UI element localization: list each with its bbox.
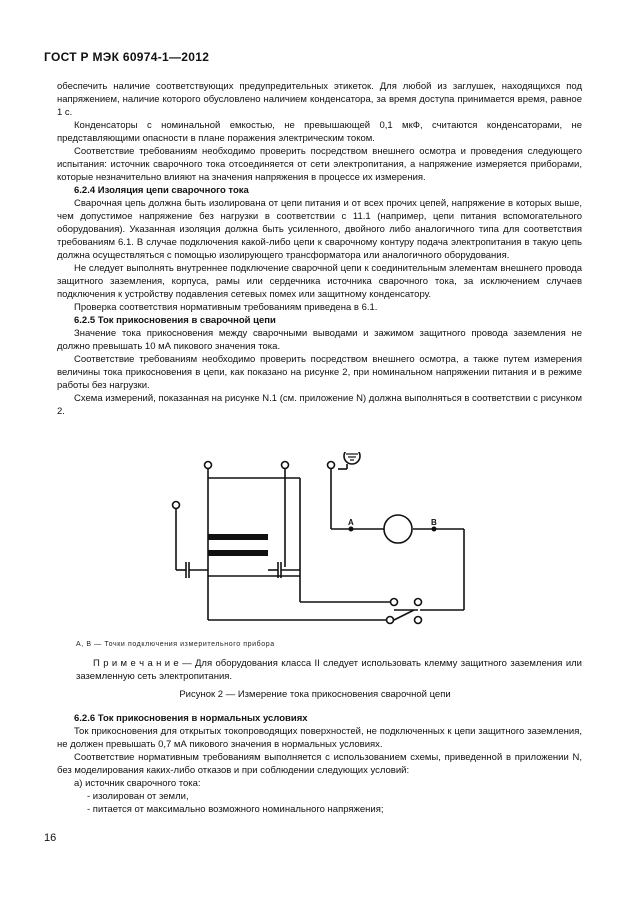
- body-text-top: [57, 80, 582, 418]
- paragraph: Соответствие требованиям необходимо проверить посредством внешнего осмотра, а также путем измерения величины тока прикосновения в цепи, как показано на рисунке 2, при номинальном напряжении питания и в режиме работы без нагрузки.: [57, 354, 582, 391]
- note: [76, 657, 582, 683]
- connection-point-a: [349, 527, 354, 532]
- figure-caption: Рисунок 2 — Измерение тока прикосновения сварочной цепи: [179, 689, 451, 700]
- paragraph: Значение тока прикосновения между сварочными выводами и зажимом защитного провода заземления не должно превышать 10 мА пикового значения тока.: [57, 328, 582, 352]
- page-number: 16: [44, 832, 57, 844]
- paragraph: Соответствие нормативным требованиям выполняется с использованием схемы, приведенной в приложении N, без моделирования каких-либо отказов и при соблюдении следующих условий:: [57, 752, 582, 776]
- section-heading-6-2-4: 6.2.4 Изоляция цепи сварочного тока: [74, 185, 249, 196]
- list-item: - изолирован от земли,: [87, 791, 189, 802]
- list-item: а) источник сварочного тока:: [74, 778, 201, 789]
- section-heading-6-2-6: 6.2.6 Ток прикосновения в нормальных условиях: [74, 713, 308, 724]
- paragraph: Соответствие требованиям необходимо проверить посредством внешнего осмотра и проведения следующего испытания: источник сварочного тока отсоединяется от сети электропитания, а напряжение измеряется приборами, которые незначительно влияют на значения напряжения в процессе их измерения.: [57, 146, 582, 183]
- terminal: [387, 617, 394, 624]
- point-label-a: A: [348, 518, 354, 527]
- paragraph: Проверка соответствия нормативным требованиям приведена в 6.1.: [74, 302, 378, 313]
- list-item: - питается от максимально возможного номинального напряжения;: [87, 804, 384, 815]
- terminal: [173, 502, 180, 509]
- note-prefix: П р и м е ч а н и е: [93, 658, 179, 669]
- terminal: [282, 462, 289, 469]
- figure-legend: A, B — Точки подключения измерительного прибора: [76, 641, 275, 648]
- paragraph: Не следует выполнять внутреннее подключение сварочной цепи к соединительным элементам внешнего провода защитного заземления, корпуса, рамы или сердечника источника сварочного тока, за исключением случаев подключения к устройству подавления сетевых помех или защитному конденсатору.: [57, 263, 582, 300]
- terminal: [205, 462, 212, 469]
- terminal: [415, 617, 422, 624]
- document-header: ГОСТ Р МЭК 60974-1—2012: [44, 50, 210, 64]
- connection-point-b: [432, 527, 437, 532]
- transformer-core: [208, 550, 268, 556]
- paragraph: Сварочная цепь должна быть изолирована от цепи питания и от всех прочих цепей, напряжение в которых выше, чем допустимое напряжение без нагрузки в соответствии с 11.1 (например, цепи питания вспомогательного оборудования). Указанная изоляция должна быть усиленного, двойного либо аналогичного типа для соответствия требованиям 6.1. В случае подключения какой-либо цепи к сварочному контуру подача электропитания в такую цепь должна осуществляться с помощью изолирующего трансформатора или аналогичного оборудования.: [57, 198, 582, 261]
- paragraph: обеспечить наличие соответствующих предупредительных этикеток. Для любой из заглушек, находящихся под напряжением, наличие которого обусловлено наличием конденсатора, за время доступа принимается время, равное 1 с.: [57, 81, 582, 118]
- measuring-instrument-icon: [384, 515, 412, 543]
- terminal: [415, 599, 422, 606]
- paragraph: Конденсаторы с номинальной емкостью, не превышающей 0,1 мкФ, считаются конденсаторами, не представляющими опасности в плане поражения электрическим током.: [57, 120, 582, 144]
- paragraph: Ток прикосновения для открытых токопроводящих поверхностей, не подключенных к цепи защитного заземления, не должен превышать 0,7 мА пикового значения в нормальных условиях.: [57, 726, 582, 750]
- point-label-b: B: [431, 518, 437, 527]
- circuit-diagram: [148, 452, 478, 634]
- note-text: — Для оборудования класса II следует использовать клемму защитного заземления или заземленную сеть электропитания.: [76, 658, 582, 682]
- transformer-core: [208, 534, 268, 540]
- body-text-bottom: [57, 712, 582, 816]
- terminal: [328, 462, 335, 469]
- terminal: [391, 599, 398, 606]
- paragraph: Схема измерений, показанная на рисунке N.1 (см. приложение N) должна выполняться в соответствии с рисунком 2.: [57, 393, 582, 417]
- wire: [394, 610, 414, 620]
- section-heading-6-2-5: 6.2.5 Ток прикосновения в сварочной цепи: [74, 315, 276, 326]
